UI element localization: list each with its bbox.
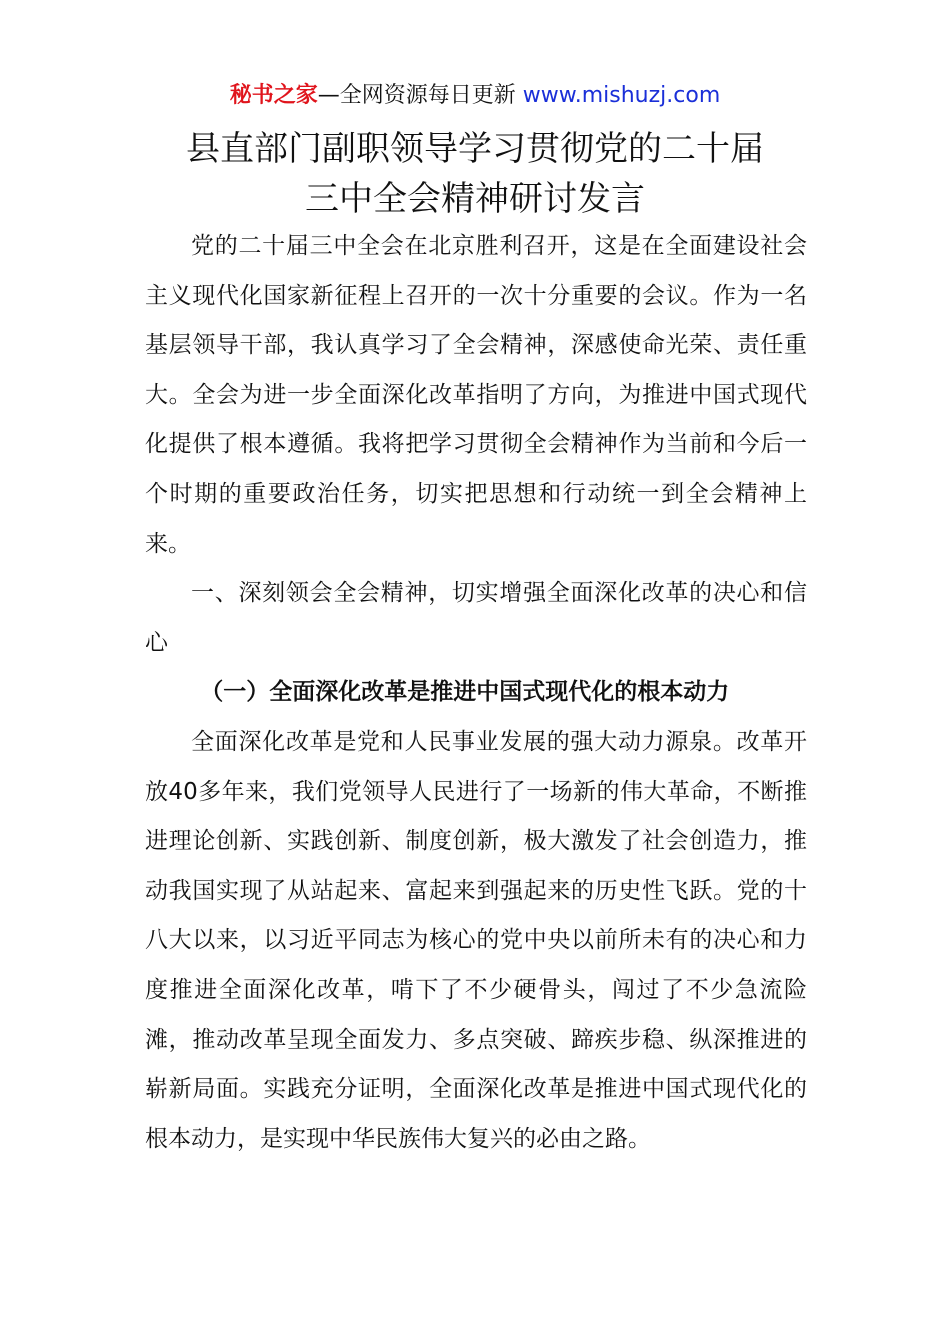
title-line-2: 三中全会精神研讨发言	[305, 179, 645, 219]
section-heading: 一、深刻领会全会精神，切实增强全面深化改革的决心和信心	[145, 580, 807, 656]
body-paragraph: 全面深化改革是党和人民事业发展的强大动力源泉。改革开放40多年来，我们党领导人民进行了一场新的伟大革命，不断推进理论创新、实践创新、制度创新，极大激发了社会创造力，推动我国实现了从站起来、富起来到强起来的历史性飞跃。党的十八大以来，以习近平同志为核心的党中央以前所未有的决心和力度推进全面深化改革，啃下了不少硬骨头，闯过了不少急流险滩，推动改革呈现全面发力、多点突破、蹄疾步稳、纵深推进的崭新局面。实践充分证明，全面深化改革是推进中国式现代化的根本动力，是实现中华民族伟大复兴的必由之路。	[145, 728, 807, 1152]
subsection-heading: （一）全面深化改革是推进中国式现代化的根本动力	[200, 679, 730, 706]
document-title	[0, 124, 950, 224]
intro-paragraph: 党的二十届三中全会在北京胜利召开，这是在全面建设社会主义现代化国家新征程上召开的一次十分重要的会议。作为一名基层领导干部，我认真学习了全会精神，深感使命光荣、责任重大。全会为进一步全面深化改革指明了方向，为推进中国式现代化提供了根本遵循。我将把学习贯彻全会精神作为当前和今后一个时期的重要政治任务，切实把思想和行动统一到全会精神上来。	[145, 233, 807, 557]
banner-slogan: —全网资源每日更新	[317, 83, 516, 108]
document-body	[145, 222, 807, 1164]
brand-name: 秘书之家	[229, 83, 318, 108]
site-url[interactable]: www.mishuzj.com	[522, 83, 721, 108]
site-banner	[0, 80, 950, 112]
title-line-1: 县直部门副职领导学习贯彻党的二十届	[186, 129, 764, 169]
